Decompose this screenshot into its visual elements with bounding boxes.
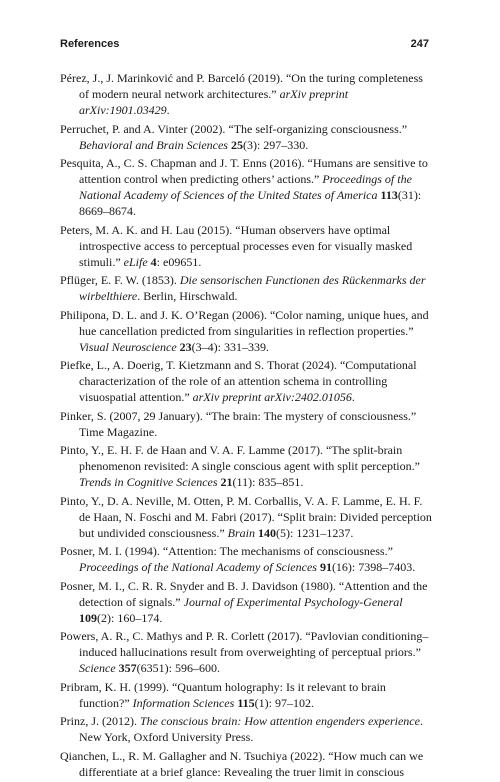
reference-entry	[60, 70, 432, 118]
reference-volume: 115	[237, 695, 255, 710]
reference-text: Posner, M. I., C. R. R. Snyder and B. J. Davidson (1980). “Attention and the detection of signals.”	[60, 578, 428, 609]
reference-entry	[60, 442, 432, 490]
reference-text: (1): 97–102.	[254, 695, 314, 710]
reference-text: Philipona, D. L. and J. K. O’Regan (2006). “Color naming, unique hues, and hue cancellation predicted from singularities in reflection properties.”	[60, 307, 429, 338]
reference-title-italic: Proceedings of the National Academy of Sciences of the United States of America	[79, 172, 412, 202]
reference-entry	[60, 222, 432, 270]
reference-title-italic: Science	[79, 661, 116, 675]
reference-text: (6351): 596–600.	[136, 661, 220, 675]
reference-title-italic: Information Sciences	[132, 695, 235, 710]
reference-entry	[60, 578, 432, 626]
reference-volume: 21	[220, 475, 233, 489]
reference-title-italic: eLife	[123, 254, 148, 269]
reference-entry	[60, 543, 432, 575]
reference-title-italic: Behavioral and Brain Sciences	[79, 137, 228, 152]
reference-text: .	[351, 390, 355, 404]
reference-entry	[60, 713, 432, 745]
reference-title-italic: Journal of Experimental Psychology-General	[183, 594, 403, 609]
reference-volume: 113	[380, 188, 398, 202]
reference-title-italic: Brain	[227, 525, 255, 540]
reference-text: Powers, A. R., C. Mathys and P. R. Corlett (2017). “Pavlovian conditioning–induced hallucinations result from overweighting of perceptual priors.”	[60, 629, 429, 659]
reference-volume: 25	[230, 137, 243, 152]
reference-entry	[60, 121, 432, 153]
reference-entry	[60, 748, 432, 780]
reference-text: (5): 1231–1237.	[276, 525, 354, 540]
reference-text: Prinz, J. (2012).	[60, 714, 140, 728]
reference-volume: 109	[79, 610, 97, 625]
running-head	[60, 38, 429, 50]
reference-entry	[60, 628, 432, 676]
reference-entry	[60, 408, 432, 440]
reference-text: : e09651.	[156, 254, 202, 269]
reference-text: Pérez, J., J. Marinković and P. Barceló (2019). “On the turing completeness of modern neural network architectures.”	[60, 71, 423, 101]
reference-title-italic: Trends in Cognitive Sciences	[79, 475, 218, 489]
reference-text: Pinto, Y., E. H. F. de Haan and V. A. F. Lamme (2017). “The split-brain phenomenon revisited: A single conscious agent with split perception.”	[60, 443, 420, 473]
reference-list	[60, 70, 432, 782]
reference-text: Peters, M. A. K. and H. Lau (2015). “Human observers have optimal introspective access to perceptual processes even for visually masked stimuli.”	[60, 222, 413, 269]
reference-text: (3): 297–330.	[242, 137, 309, 152]
reference-text: . New York, Oxford University Press.	[79, 714, 423, 744]
reference-text: Pribram, K. H. (1999). “Quantum holography: Is it relevant to brain function?”	[60, 679, 386, 710]
reference-title-italic: arXiv preprint arXiv:2402.01056	[192, 390, 352, 404]
reference-text: (2): 160–174.	[97, 610, 163, 625]
reference-volume: 357	[118, 661, 137, 675]
reference-title-italic: Proceedings of the National Academy of Sciences	[79, 560, 317, 574]
reference-entry	[60, 272, 432, 304]
reference-text: Perruchet, P. and A. Vinter (2002). “The self-organizing consciousness.”	[60, 121, 408, 136]
reference-volume: 23	[179, 339, 192, 354]
reference-entry	[60, 307, 432, 355]
reference-text: Piefke, L., A. Doerig, T. Kietzmann and S. Thorat (2024). “Computational characterization of the role of an attention schema in controlling visuospatial attention.”	[60, 358, 417, 404]
reference-text: Posner, M. I. (1994). “Attention: The mechanisms of consciousness.”	[60, 544, 393, 558]
reference-title-italic: The conscious brain: How attention engenders experience	[140, 714, 420, 728]
reference-text: Pflüger, E. F. W. (1853).	[60, 273, 180, 287]
reference-text: Pinto, Y., D. A. Neville, M. Otten, P. M. Corballis, V. A. F. Lamme, E. H. F. de Haan, N. Foschi and M. Fabri (2017). “Split brain: Divided perception but undivided consciousness.”	[60, 493, 432, 540]
reference-volume: 91	[319, 560, 332, 574]
reference-text: (31): 8669–8674.	[79, 188, 422, 218]
reference-text: Qianchen, L., R. M. Gallagher and N. Tsuchiya (2022). “How much can we differentiate at a brief glance: Revealing the truer limit in conscious	[60, 748, 424, 779]
reference-volume: 140	[258, 525, 276, 540]
reference-entry	[60, 155, 432, 219]
reference-entry	[60, 357, 432, 405]
reference-text: (16): 7398–7403.	[331, 560, 416, 574]
reference-text: (3–4): 331–339.	[191, 339, 269, 354]
reference-title-italic: arXiv preprint arXiv:1901.03429	[79, 87, 349, 117]
reference-text: (11): 835–851.	[232, 475, 304, 489]
page-number: 247	[410, 38, 429, 50]
reference-text: Pesquita, A., C. S. Chapman and J. T. Enns (2016). “Humans are sensitive to attention control when predicting others’ actions.”	[60, 156, 428, 186]
section-title: References	[60, 38, 120, 50]
reference-title-italic: Visual Neuroscience	[79, 339, 177, 354]
reference-text: Pinker, S. (2007, 29 January). “The brain: The mystery of consciousness.” Time Magazine.	[60, 408, 417, 439]
reference-text: .	[166, 103, 170, 117]
reference-title-italic: Die sensorischen Functionen des Rückenmarks der wirbelthiere	[79, 273, 426, 303]
reference-volume: 4	[150, 254, 157, 269]
reference-entry	[60, 679, 432, 711]
reference-entry	[60, 493, 432, 541]
reference-text: . Berlin, Hirschwald.	[137, 289, 238, 303]
